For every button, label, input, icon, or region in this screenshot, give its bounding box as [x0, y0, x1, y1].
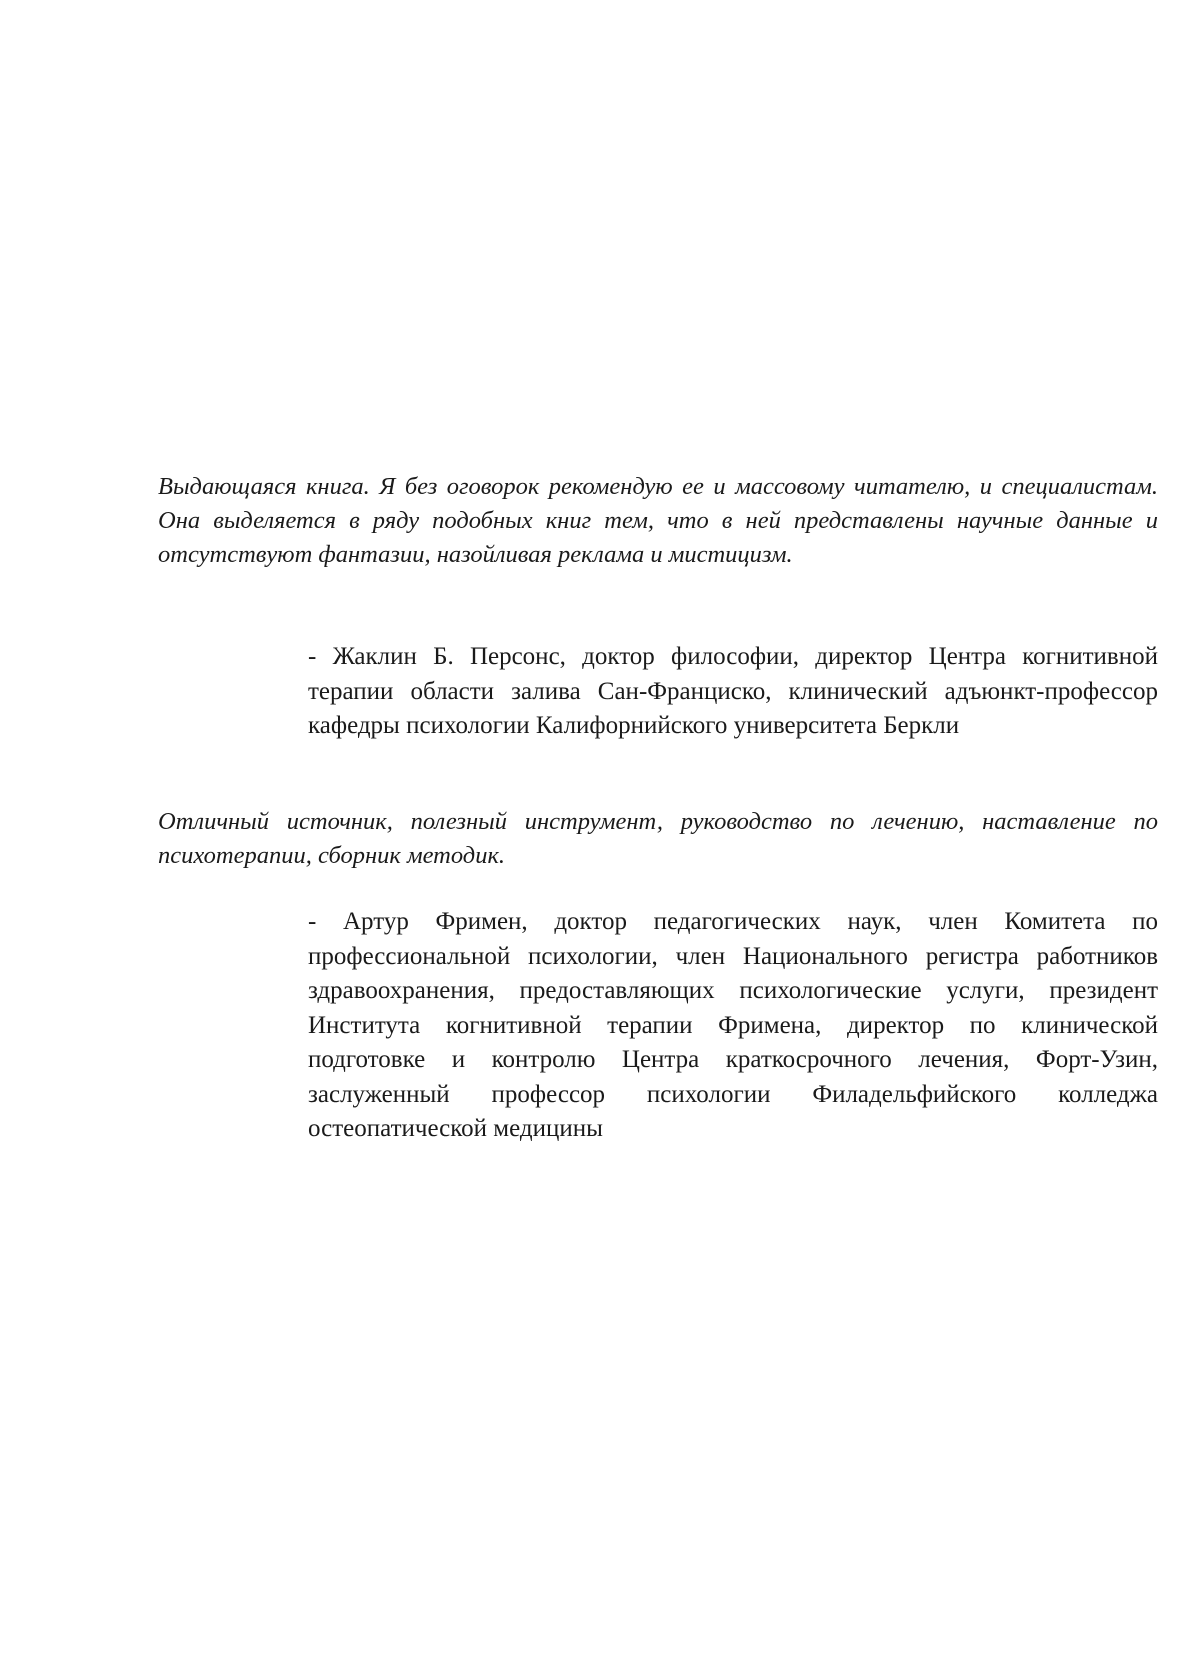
review-quote-1: Выдающаяся книга. Я без оговорок рекомендую ее и массовому читателю, и специалистам. Она выделяется в ряду подобных книг тем, что в ней представлены научные данные и отсутствуют фантазии, назойливая реклама и мистицизм.	[158, 473, 1158, 568]
review-quote-2: Отличный источник, полезный инструмент, руководство по лечению, наставление по психотерапии, сборник методик.	[158, 808, 1158, 869]
review-attribution-1: - Жаклин Б. Персонс, доктор философии, директор Центра когнитивной терапии области залива Сан-Франциско, клинический адъюнкт-профессор кафедры психологии Калифорнийского университета Беркли	[308, 643, 1158, 739]
review-attribution-2: - Артур Фримен, доктор педагогических наук, член Комитета по профессиональной психологии, член Национального регистра работников здравоохранения, предоставляющих психологические услуги, президент Института когнитивной терапии Фримена, директор по клинической подготовке и контролю Центра краткосрочного лечения, Форт-Узин, заслуженный профессор психологии Филадельфийского колледжа остеопатической медицины	[308, 908, 1158, 1142]
